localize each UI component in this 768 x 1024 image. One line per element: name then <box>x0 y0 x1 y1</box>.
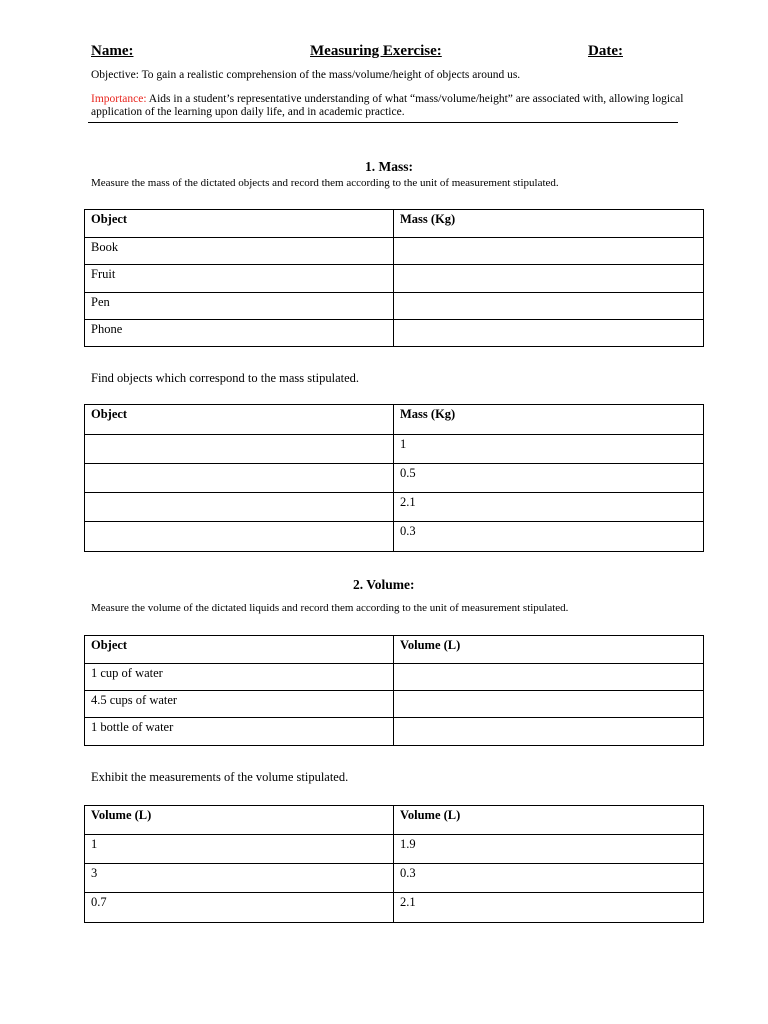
table-header-row <box>85 636 704 664</box>
volume-value-cell: 3 <box>85 864 394 893</box>
mass-table-measure <box>84 209 704 347</box>
table-row <box>85 522 704 552</box>
volume-instruction-exhibit: Exhibit the measurements of the volume stipulated. <box>91 770 349 784</box>
volume-heading: 2. Volume: <box>353 577 415 592</box>
object-cell: 1 bottle of water <box>85 718 394 746</box>
mass-entry-cell[interactable] <box>394 320 704 347</box>
mass-value-cell: 0.5 <box>394 464 704 493</box>
mass-heading: 1. Mass: <box>365 159 413 174</box>
table-row <box>85 265 704 293</box>
table-row <box>85 293 704 320</box>
column-header-volume: Volume (L) <box>394 636 704 664</box>
page-title: Measuring Exercise: <box>310 43 442 59</box>
volume-table-exhibit <box>84 805 704 923</box>
column-header-object: Object <box>85 210 394 238</box>
volume-instruction: Measure the volume of the dictated liquids and record them according to the unit of measurement stipulated. <box>91 602 569 614</box>
column-header-object: Object <box>85 636 394 664</box>
object-cell: 4.5 cups of water <box>85 691 394 718</box>
column-header-volume-b: Volume (L) <box>394 806 704 835</box>
table-header-row <box>85 210 704 238</box>
column-header-mass: Mass (Kg) <box>394 405 704 435</box>
mass-instruction: Measure the mass of the dictated objects and record them according to the unit of measurement stipulated. <box>91 177 559 189</box>
object-cell: Book <box>85 238 394 265</box>
volume-value-cell: 1.9 <box>394 835 704 864</box>
mass-entry-cell[interactable] <box>394 238 704 265</box>
table-row <box>85 435 704 464</box>
table-row <box>85 464 704 493</box>
mass-entry-cell[interactable] <box>394 265 704 293</box>
table-header-row <box>85 405 704 435</box>
object-entry-cell[interactable] <box>85 464 394 493</box>
table-row <box>85 893 704 923</box>
object-cell: Fruit <box>85 265 394 293</box>
volume-table-measure <box>84 635 704 746</box>
column-header-mass: Mass (Kg) <box>394 210 704 238</box>
object-entry-cell[interactable] <box>85 493 394 522</box>
volume-value-cell: 0.7 <box>85 893 394 923</box>
table-row <box>85 238 704 265</box>
object-entry-cell[interactable] <box>85 435 394 464</box>
mass-value-cell: 2.1 <box>394 493 704 522</box>
table-row <box>85 493 704 522</box>
importance-text: Aids in a student’s representative understanding of what “mass/volume/height” are associated with, allowing logical application of the learning upon daily life, and in academic practice. <box>91 93 684 118</box>
date-label: Date: <box>588 43 623 59</box>
table-row <box>85 835 704 864</box>
mass-value-cell: 1 <box>394 435 704 464</box>
importance-paragraph <box>91 93 691 119</box>
table-row <box>85 718 704 746</box>
table-row <box>85 691 704 718</box>
mass-value-cell: 0.3 <box>394 522 704 552</box>
mass-instruction-find: Find objects which correspond to the mass stipulated. <box>91 371 360 385</box>
object-cell: Phone <box>85 320 394 347</box>
column-header-object: Object <box>85 405 394 435</box>
objective-text: Objective: To gain a realistic comprehension of the mass/volume/height of objects around us. <box>91 69 521 81</box>
volume-value-cell: 2.1 <box>394 893 704 923</box>
volume-entry-cell[interactable] <box>394 718 704 746</box>
volume-entry-cell[interactable] <box>394 664 704 691</box>
object-cell: 1 cup of water <box>85 664 394 691</box>
table-row <box>85 320 704 347</box>
importance-label: Importance: <box>91 93 147 105</box>
object-cell: Pen <box>85 293 394 320</box>
volume-value-cell: 0.3 <box>394 864 704 893</box>
name-label: Name: <box>91 43 134 59</box>
table-header-row <box>85 806 704 835</box>
object-entry-cell[interactable] <box>85 522 394 552</box>
column-header-volume-a: Volume (L) <box>85 806 394 835</box>
mass-entry-cell[interactable] <box>394 293 704 320</box>
mass-table-find <box>84 404 704 552</box>
table-row <box>85 664 704 691</box>
volume-entry-cell[interactable] <box>394 691 704 718</box>
table-row <box>85 864 704 893</box>
volume-value-cell: 1 <box>85 835 394 864</box>
header-divider <box>88 122 678 123</box>
